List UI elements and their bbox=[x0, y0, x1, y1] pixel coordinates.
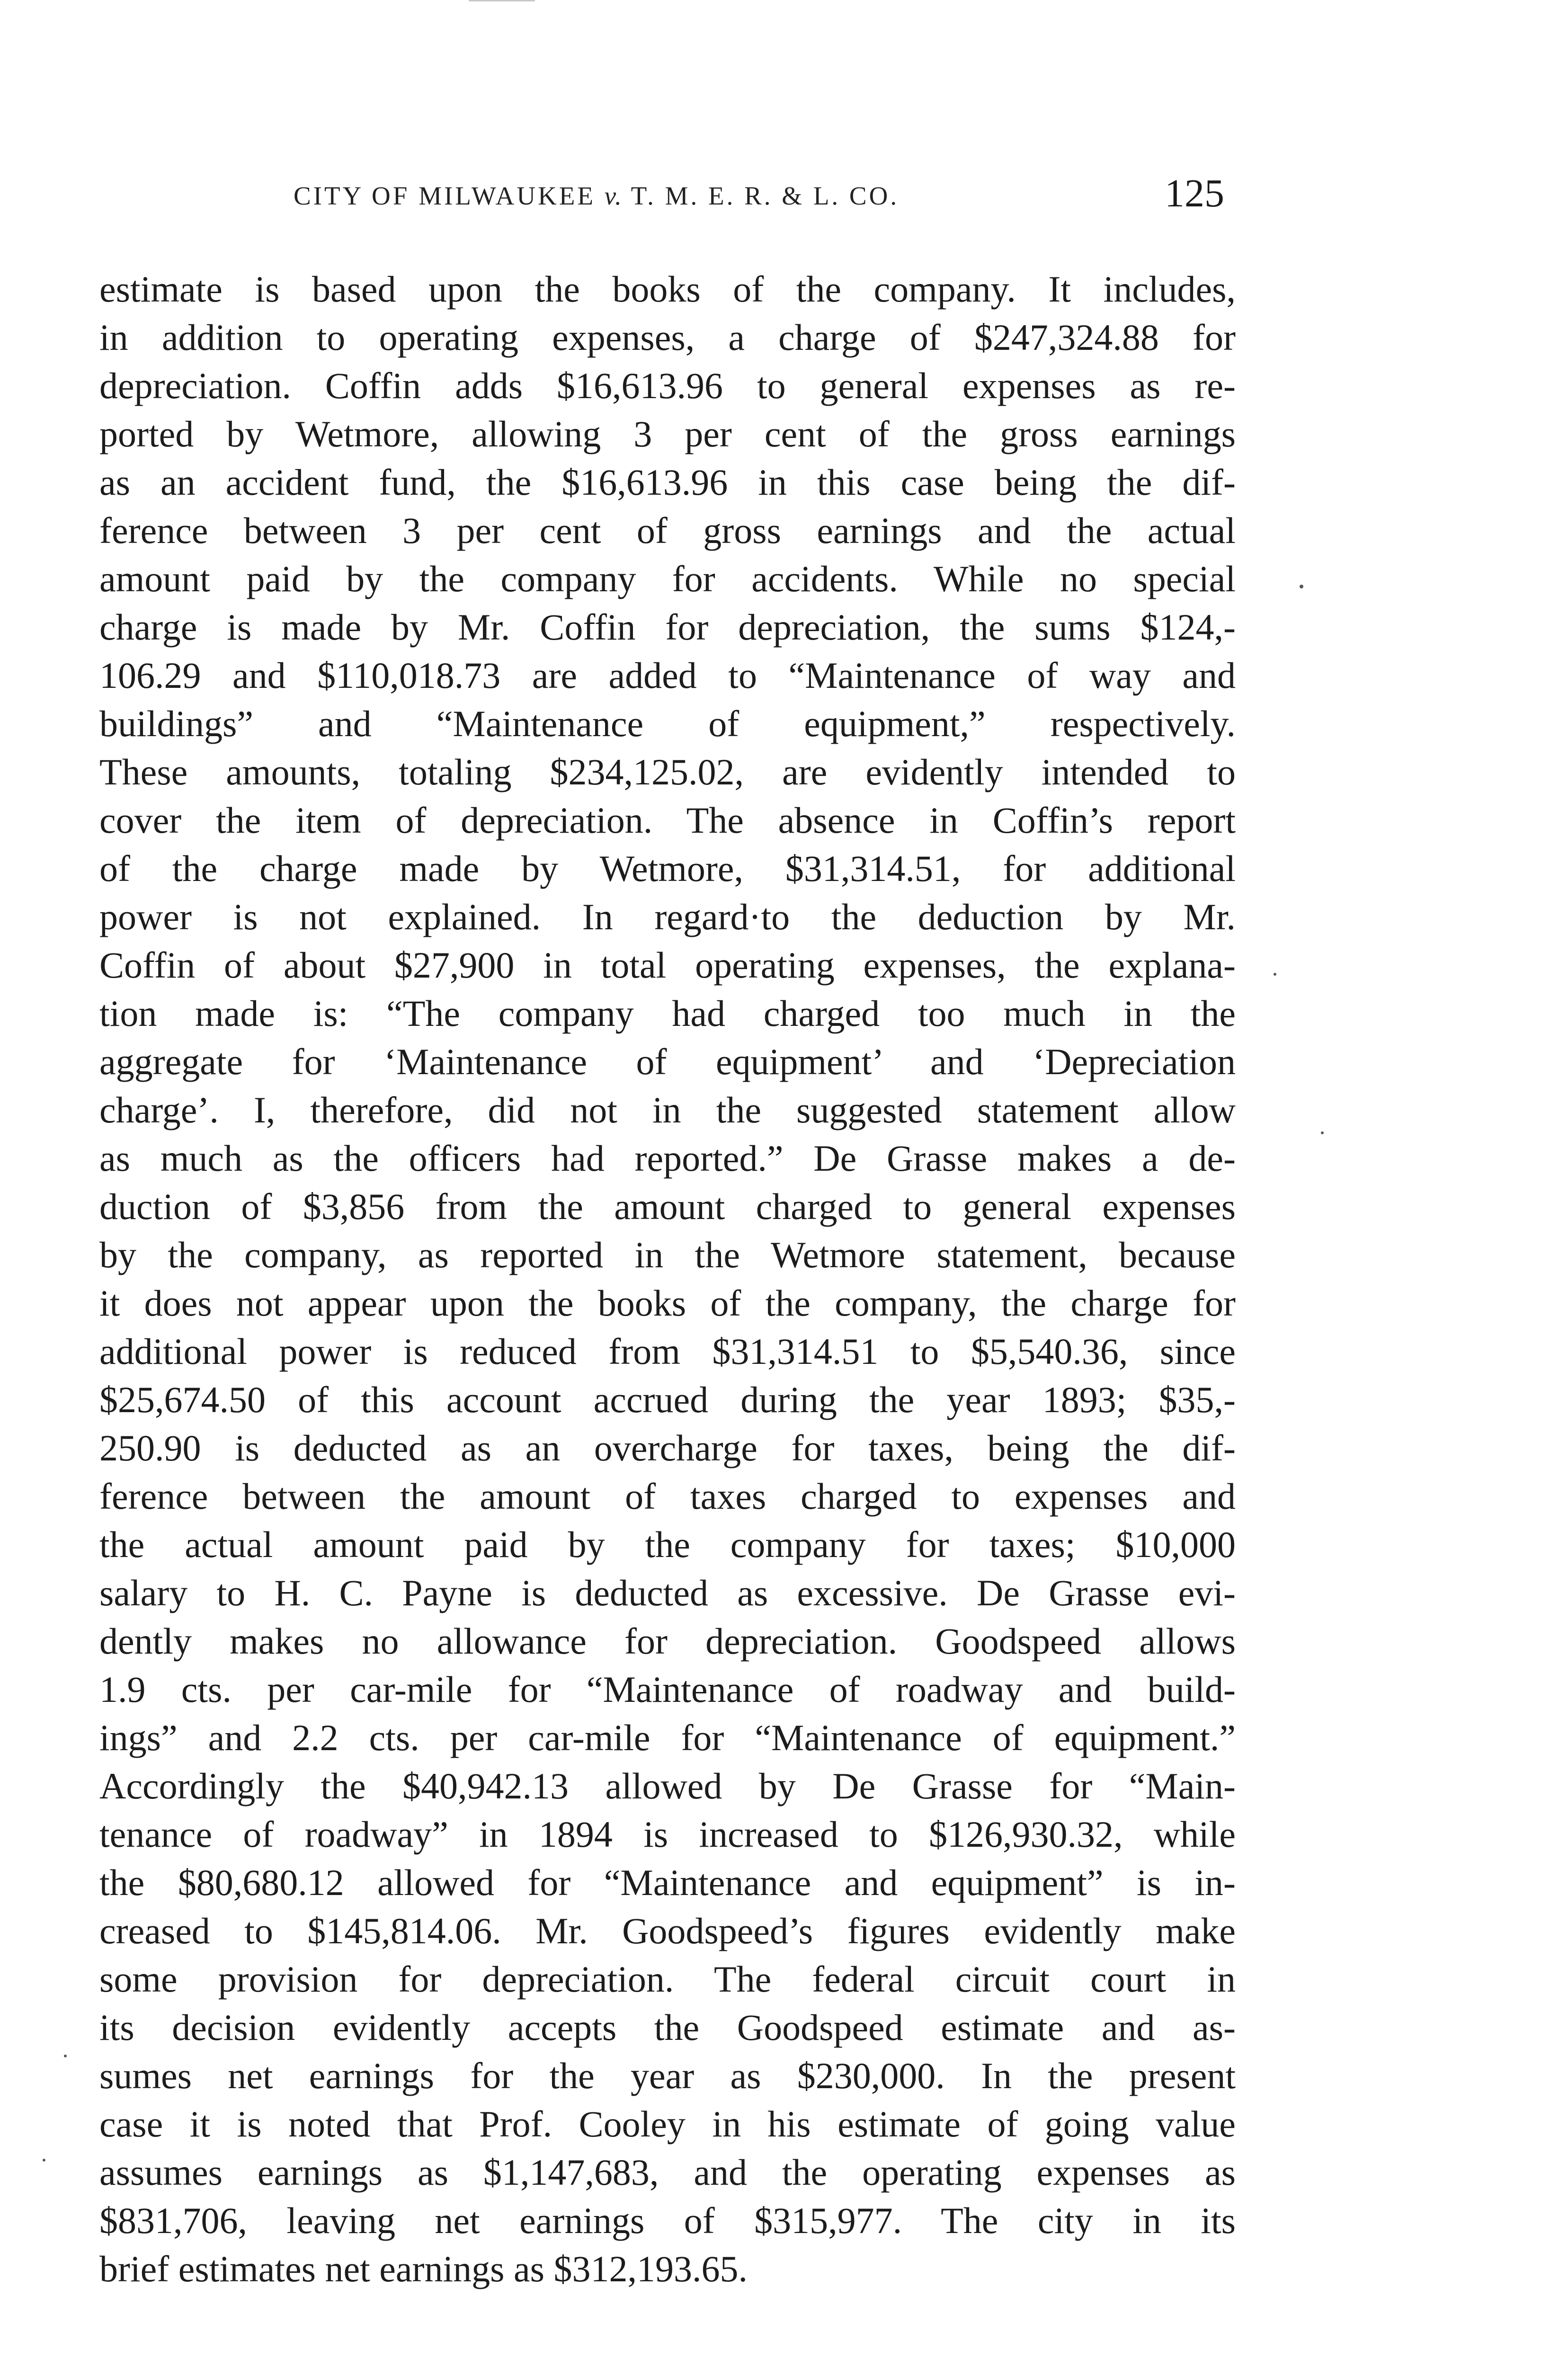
text-line: ings” and 2.2 cts. per car-mile for “Maintenance of equipment.” bbox=[99, 1717, 1236, 1758]
scan-speck bbox=[1300, 585, 1303, 588]
scan-speck bbox=[1321, 1131, 1324, 1134]
scan-speck bbox=[64, 2055, 67, 2057]
text-line: in addition to operating expenses, a charge of $247,324.88 for bbox=[99, 317, 1236, 358]
running-title-part-1: CITY OF MILWAUKEE bbox=[294, 181, 605, 210]
text-line: Coffin of about $27,900 in total operating expenses, the explana- bbox=[99, 944, 1236, 986]
text-line: charge is made by Mr. Coffin for depreciation, the sums $124,- bbox=[99, 606, 1236, 648]
text-line: additional power is reduced from $31,314.51 to $5,540.36, since bbox=[99, 1331, 1236, 1372]
text-line: ported by Wetmore, allowing 3 per cent of the gross earnings bbox=[99, 413, 1236, 454]
text-line: ference between 3 per cent of gross earnings and the actual bbox=[99, 510, 1236, 551]
text-line: of the charge made by Wetmore, $31,314.51, for additional bbox=[99, 848, 1236, 889]
top-edge-mark bbox=[469, 0, 535, 1]
text-line: charge’. I, therefore, did not in the suggested statement allow bbox=[99, 1089, 1236, 1130]
text-line: $831,706, leaving net earnings of $315,977. The city in its bbox=[99, 2200, 1236, 2241]
text-line: some provision for depreciation. The federal circuit court in bbox=[99, 1958, 1236, 2000]
text-line: dently makes no allowance for depreciation. Goodspeed allows bbox=[99, 1620, 1236, 1662]
text-line: as an accident fund, the $16,613.96 in this case being the dif- bbox=[99, 462, 1236, 503]
text-line: 250.90 is deducted as an overcharge for taxes, being the dif- bbox=[99, 1427, 1236, 1468]
text-line: as much as the officers had reported.” De Grasse makes a de- bbox=[99, 1138, 1236, 1179]
text-line: the $80,680.12 allowed for “Maintenance and equipment” is in- bbox=[99, 1862, 1236, 1903]
text-line: it does not appear upon the books of the company, the charge for bbox=[99, 1282, 1236, 1324]
text-line: depreciation. Coffin adds $16,613.96 to general expenses as re- bbox=[99, 365, 1236, 406]
text-line: its decision evidently accepts the Goodspeed estimate and as- bbox=[99, 2007, 1236, 2048]
text-line: power is not explained. In regard·to the deduction by Mr. bbox=[99, 896, 1236, 937]
text-line: 1.9 cts. per car-mile for “Maintenance of roadway and build- bbox=[99, 1669, 1236, 1710]
text-line: 106.29 and $110,018.73 are added to “Maintenance of way and bbox=[99, 655, 1236, 696]
body-paragraph bbox=[99, 265, 1236, 2293]
running-title-part-2: T. M. E. R. & L. CO. bbox=[622, 181, 900, 210]
text-line: These amounts, totaling $234,125.02, are evidently intended to bbox=[99, 751, 1236, 792]
text-line: duction of $3,856 from the amount charged to general expenses bbox=[99, 1186, 1236, 1227]
text-line: the actual amount paid by the company for taxes; $10,000 bbox=[99, 1524, 1236, 1565]
page-number: 125 bbox=[1165, 171, 1224, 215]
text-line: buildings” and “Maintenance of equipment,” respectively. bbox=[99, 703, 1236, 744]
text-line: case it is noted that Prof. Cooley in his estimate of going value bbox=[99, 2103, 1236, 2145]
text-line: tion made is: “The company had charged too much in the bbox=[99, 993, 1236, 1034]
text-line: salary to H. C. Payne is deducted as excessive. De Grasse evi- bbox=[99, 1572, 1236, 1613]
text-line: by the company, as reported in the Wetmore statement, because bbox=[99, 1234, 1236, 1275]
running-header bbox=[99, 170, 1236, 222]
scan-speck bbox=[1274, 973, 1276, 976]
text-line: amount paid by the company for accidents. While no special bbox=[99, 558, 1236, 599]
text-line: ference between the amount of taxes charged to expenses and bbox=[99, 1476, 1236, 1517]
text-line: tenance of roadway” in 1894 is increased to $126,930.32, while bbox=[99, 1814, 1236, 1855]
text-line: Accordingly the $40,942.13 allowed by De Grasse for “Main- bbox=[99, 1765, 1236, 1806]
scan-speck bbox=[43, 2159, 45, 2162]
text-line: aggregate for ‘Maintenance of equipment’ and ‘Depreciation bbox=[99, 1041, 1236, 1082]
text-line: sumes net earnings for the year as $230,000. In the present bbox=[99, 2055, 1236, 2096]
text-line: $25,674.50 of this account accrued during the year 1893; $35,- bbox=[99, 1379, 1236, 1420]
running-title bbox=[294, 181, 899, 211]
text-line: assumes earnings as $1,147,683, and the operating expenses as bbox=[99, 2152, 1236, 2193]
text-line: brief estimates net earnings as $312,193.65. bbox=[99, 2248, 748, 2289]
text-line: estimate is based upon the books of the company. It includes, bbox=[99, 268, 1236, 310]
text-line: cover the item of depreciation. The absence in Coffin’s report bbox=[99, 800, 1236, 841]
text-line: creased to $145,814.06. Mr. Goodspeed’s figures evidently make bbox=[99, 1910, 1236, 1951]
running-title-versus: v. bbox=[604, 181, 623, 210]
